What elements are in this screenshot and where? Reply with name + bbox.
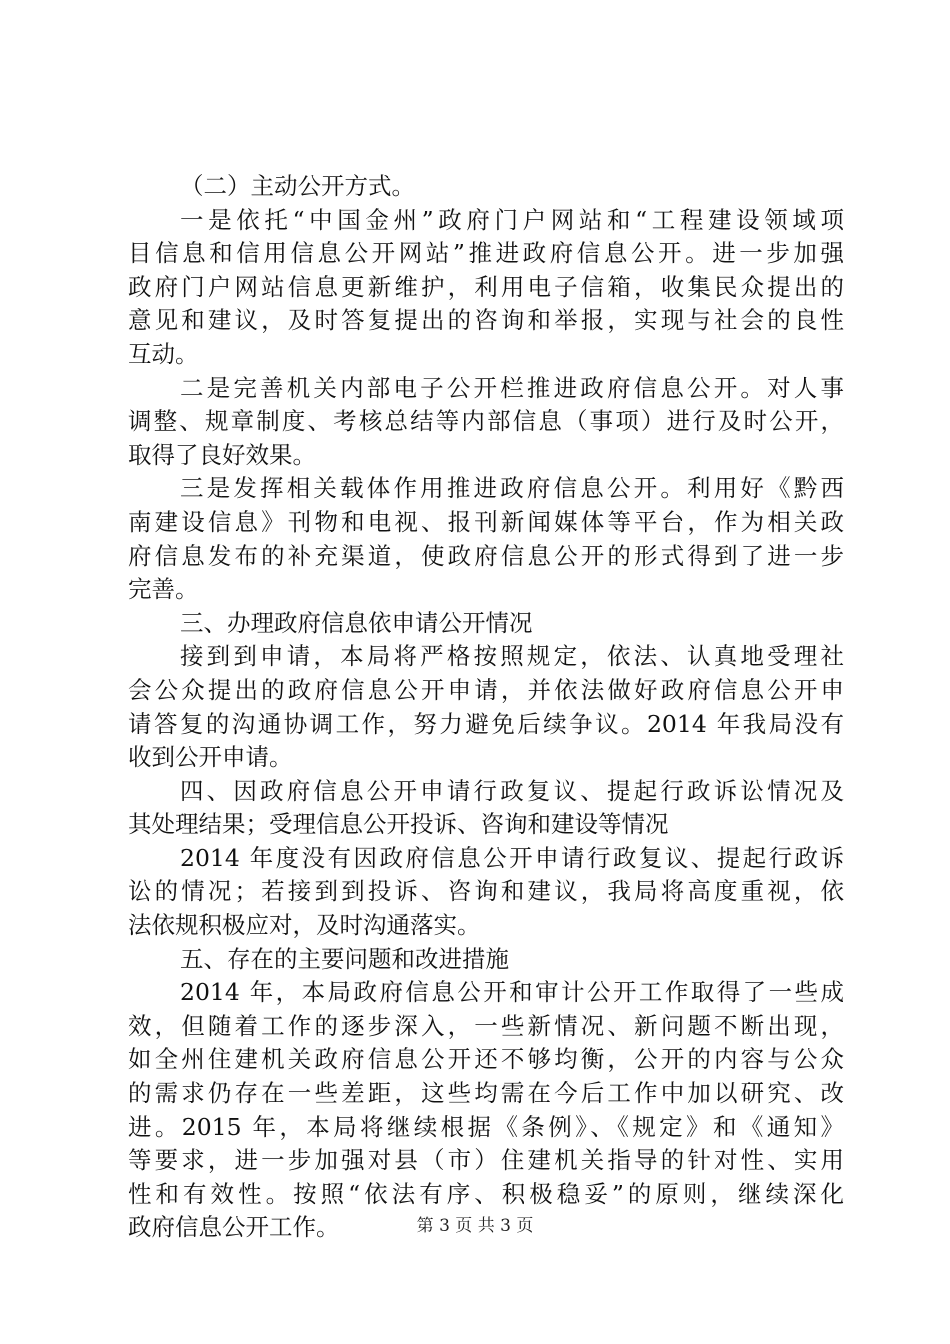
text-line: 完善。 <box>128 575 199 604</box>
text-line: 请答复的沟通协调工作，努力避免后续争议。2014 年我局没有 <box>128 709 844 738</box>
text-line: 2014 年度没有因政府信息公开申请行政复议、提起行政诉 <box>180 843 844 872</box>
text-line: 效，但随着工作的逐步深入，一些新情况、新问题不断出现， <box>128 1011 844 1040</box>
text-line: 南建设信息》刊物和电视、报刊新闻媒体等平台，作为相关政 <box>128 507 844 536</box>
text-line: 三、办理政府信息依申请公开情况 <box>180 608 533 637</box>
text-line: 一是依托“中国金州”政府门户网站和“工程建设领域项 <box>180 205 844 234</box>
text-line: 会公众提出的政府信息公开申请，并依法做好政府信息公开申 <box>128 675 844 704</box>
text-line: 其处理结果；受理信息公开投诉、咨询和建设等情况 <box>128 810 669 839</box>
text-line: 四、因政府信息公开申请行政复议、提起行政诉讼情况及 <box>180 776 844 805</box>
text-line: 性和有效性。按照“依法有序、积极稳妥”的原则，继续深化 <box>128 1179 844 1208</box>
text-line: 政府门户网站信息更新维护，利用电子信箱，收集民众提出的 <box>128 272 844 301</box>
text-line: 接到到申请，本局将严格按照规定，依法、认真地受理社 <box>180 642 844 671</box>
text-line: 五、存在的主要问题和改进措施 <box>180 944 509 973</box>
text-line: 2014 年，本局政府信息公开和审计公开工作取得了一些成 <box>180 978 844 1007</box>
document-body <box>128 170 844 1245</box>
text-line: 进。2015 年，本局将继续根据《条例》、《规定》和《通知》 <box>128 1112 844 1141</box>
text-line: 政府信息公开工作。 <box>128 1213 340 1242</box>
text-line: 等要求，进一步加强对县（市）住建机关指导的针对性、实用 <box>128 1146 844 1175</box>
text-line: 取得了良好效果。 <box>128 440 316 469</box>
text-line: 三是发挥相关载体作用推进政府信息公开。利用好《黔西 <box>180 474 844 503</box>
text-line: 法依规积极应对，及时沟通落实。 <box>128 911 481 940</box>
text-line: 调整、规章制度、考核总结等内部信息（事项）进行及时公开， <box>128 407 844 436</box>
text-line: 互动。 <box>128 339 199 368</box>
text-line: 讼的情况；若接到到投诉、咨询和建议，我局将高度重视，依 <box>128 877 844 906</box>
text-line: 意见和建议，及时答复提出的咨询和举报，实现与社会的良性 <box>128 306 844 335</box>
text-line: （二）主动公开方式。 <box>180 172 415 200</box>
text-line: 目信息和信用信息公开网站”推进政府信息公开。进一步加强 <box>128 239 844 268</box>
text-line: 如全州住建机关政府信息公开还不够均衡，公开的内容与公众 <box>128 1045 844 1074</box>
page-footer: 第 3 页 共 3 页 <box>416 1216 534 1236</box>
text-line: 收到公开申请。 <box>128 743 293 772</box>
text-line: 的需求仍存在一些差距，这些均需在今后工作中加以研究、改 <box>128 1079 844 1108</box>
text-line: 府信息发布的补充渠道，使政府信息公开的形式得到了进一步 <box>128 541 844 570</box>
text-line: 二是完善机关内部电子公开栏推进政府信息公开。对人事 <box>180 373 844 402</box>
